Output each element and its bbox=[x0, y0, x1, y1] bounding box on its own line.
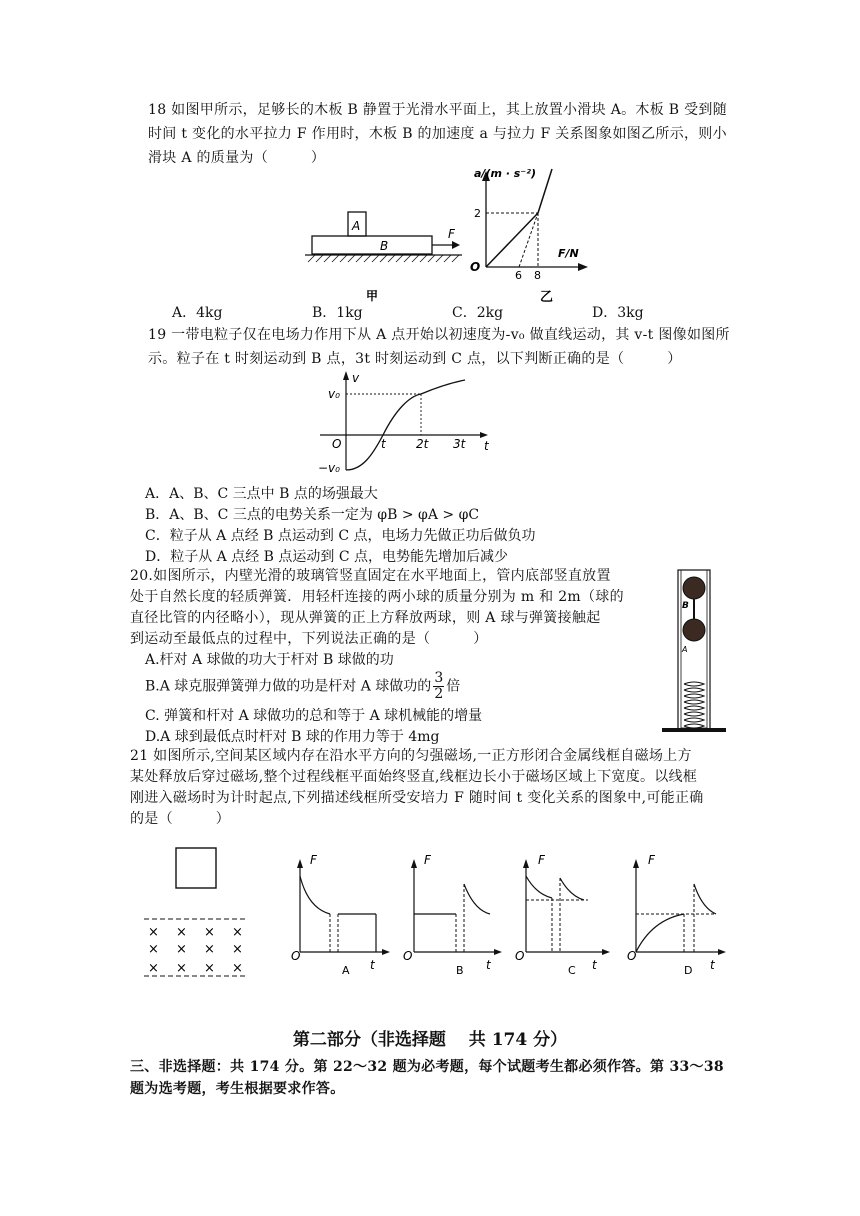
graph-a-x-label: t bbox=[370, 958, 375, 972]
q18-option-c[interactable]: C．2kg bbox=[452, 305, 504, 321]
q20-line-3: 直径比管的内径略小），现从弹簧的正上方释放两球，则 A 球与弹簧接触起 bbox=[130, 610, 601, 626]
q18-option-b[interactable]: B．1kg bbox=[312, 305, 363, 321]
tick-f-6: 6 bbox=[515, 269, 522, 282]
vt-curve bbox=[346, 380, 465, 470]
graph-d-x-label: t bbox=[710, 958, 715, 972]
q18-line-2: 时间 t 变化的水平拉力 F 作用时，木板 B 的加速度 a 与拉力 F 关系图象如图乙所示，则小 bbox=[148, 126, 727, 142]
graph-line-high bbox=[538, 169, 552, 213]
q19-option-b[interactable]: B．A、B、C 三点的电势关系一定为 φB > φA > φC bbox=[145, 507, 480, 523]
ball-a bbox=[683, 619, 705, 641]
q21-graph-b bbox=[400, 848, 510, 988]
t-axis-label: t bbox=[484, 439, 489, 453]
q20-line-4: 到运动至最低点的过程中，下列说法正确的是（ ） bbox=[130, 631, 488, 647]
part-two-instruction-2: 题为选考题，考生根据要求作答。 bbox=[130, 1081, 345, 1097]
tick-f-8: 8 bbox=[534, 269, 541, 282]
neg-v0-label: −v₀ bbox=[318, 461, 340, 475]
ball-b-label: B bbox=[682, 601, 689, 611]
force-arrow bbox=[452, 241, 460, 249]
q20-option-d[interactable]: D.A 球到最低点时杆对 B 球的作用力等于 4mg bbox=[145, 729, 440, 745]
board-b-label: B bbox=[380, 239, 389, 253]
a-axis-label: a/(m · s⁻²) bbox=[474, 167, 536, 180]
q19-line-1: 19 一带电粒子仅在电场力作用下从 A 点开始以初速度为-v₀ 做直线运动，其 v-t 图像如图所 bbox=[148, 327, 730, 343]
graph-b-y-label: F bbox=[424, 853, 431, 867]
q18-option-a[interactable]: A．4kg bbox=[172, 305, 223, 321]
graph-line-low bbox=[486, 213, 538, 267]
tick-a-2: 2 bbox=[474, 207, 481, 220]
part-two-title: 第二部分（非选择题 共 174 分） bbox=[292, 1030, 568, 1050]
graph-b-caption[interactable]: B bbox=[456, 964, 464, 977]
q20-tube-figure bbox=[658, 566, 728, 736]
graph-d-y-label: F bbox=[648, 853, 655, 867]
svg-text:×: × bbox=[204, 961, 215, 976]
tick-3t: 3t bbox=[453, 437, 466, 451]
svg-text:×: × bbox=[204, 925, 215, 940]
svg-text:×: × bbox=[176, 942, 187, 957]
q21-line-1: 21 如图所示,空间某区域内存在沿水平方向的匀强磁场,一正方形闭合金属线框自磁场上方 bbox=[130, 748, 692, 764]
q18-figure-yi bbox=[462, 165, 602, 305]
graph-c-caption[interactable]: C bbox=[568, 964, 576, 977]
q19-vt-graph bbox=[310, 366, 500, 478]
q19-option-c[interactable]: C．粒子从 A 点经 B 点运动到 C 点，电场力先做正功后做负功 bbox=[145, 528, 536, 544]
q21-line-2: 某处释放后穿过磁场,整个过程线框平面始终竖直,线框边长小于磁场区域上下宽度。以线框 bbox=[130, 769, 698, 785]
magnetic-field-marks bbox=[148, 925, 243, 976]
graph-a-origin: O bbox=[291, 949, 301, 963]
tick-2t: 2t bbox=[416, 437, 429, 451]
q18-figure-jia bbox=[300, 200, 470, 305]
force-label: F bbox=[448, 227, 455, 241]
svg-text:×: × bbox=[148, 942, 159, 957]
svg-text:×: × bbox=[176, 925, 187, 940]
figure-jia-caption: 甲 bbox=[366, 289, 379, 303]
svg-text:×: × bbox=[148, 925, 159, 940]
q18-line-1: 18 如图甲所示，足够长的木板 B 静置于光滑水平面上，其上放置小滑块 A。木板 B 受到随 bbox=[148, 102, 727, 118]
t-axis-arrow bbox=[480, 432, 488, 438]
q19-line-2: 示。粒子在 t 时刻运动到 B 点，3t 时刻运动到 C 点，以下判断正确的是（ ） bbox=[148, 351, 682, 367]
tick-t: t bbox=[381, 437, 386, 451]
q20-line-1: 20.如图所示，内壁光滑的玻璃管竖直固定在水平地面上，管内底部竖直放置 bbox=[130, 568, 611, 584]
svg-text:×: × bbox=[232, 925, 243, 940]
q21-graph-c bbox=[512, 848, 622, 988]
ball-b bbox=[683, 577, 705, 599]
ball-a-label: A bbox=[682, 645, 688, 654]
graph-a-y-label: F bbox=[310, 853, 317, 867]
q21-field-figure bbox=[140, 840, 260, 980]
q21-graph-a bbox=[288, 848, 398, 988]
spring bbox=[684, 682, 704, 728]
q20-line-2: 处于自然长度的轻质弹簧．用轻杆连接的两小球的质量分别为 m 和 2m（球的 bbox=[130, 589, 624, 605]
svg-text:×: × bbox=[232, 942, 243, 957]
q21-graph-d bbox=[624, 848, 734, 988]
origin-label: O bbox=[470, 260, 481, 274]
q19-option-d[interactable]: D．粒子从 A 点经 B 点运动到 C 点，电势能先增加后减少 bbox=[145, 549, 509, 565]
q21-line-3: 刚进入磁场时为计时起点,下列描述线框所受安培力 F 随时间 t 变化关系的图象中,可能正确 bbox=[130, 790, 704, 806]
graph-a-caption[interactable]: A bbox=[342, 964, 350, 977]
figure-yi-caption: 乙 bbox=[540, 290, 554, 305]
three-halves-fraction: $\frac{3}{2}$ bbox=[434, 670, 444, 702]
q20-option-c[interactable]: C. 弹簧和杆对 A 球做功的总和等于 A 球机械能的增量 bbox=[145, 708, 483, 724]
svg-text:×: × bbox=[176, 961, 187, 976]
q21-line-4: 的是（ ） bbox=[130, 811, 231, 827]
q20-option-b-text: B.A 球克服弹簧弹力做的功是杆对 A 球做功的 bbox=[145, 678, 432, 695]
ground-hatch bbox=[308, 255, 459, 262]
graph-d-origin: O bbox=[627, 949, 637, 963]
svg-text:×: × bbox=[148, 961, 159, 976]
graph-d-caption[interactable]: D bbox=[684, 964, 693, 977]
vt-origin-label: O bbox=[332, 437, 342, 451]
graph-c-origin: O bbox=[515, 949, 525, 963]
v-axis-label: v bbox=[352, 371, 360, 385]
q20-option-b[interactable] bbox=[145, 671, 460, 702]
f-axis-label: F/N bbox=[558, 247, 579, 260]
graph-c-x-label: t bbox=[592, 958, 597, 972]
v0-label: v₀ bbox=[328, 387, 340, 401]
f-axis-arrow bbox=[578, 263, 588, 271]
ground-base bbox=[662, 728, 726, 732]
graph-b-x-label: t bbox=[486, 958, 491, 972]
part-two-instruction-1: 三、非选择题：共 174 分。第 22～32 题为必考题，每个试题考生都必须作答。第 33～38 bbox=[130, 1059, 724, 1075]
square-loop bbox=[176, 848, 216, 888]
q18-line-3: 滑块 A 的质量为（ ） bbox=[148, 150, 326, 166]
graph-b-origin: O bbox=[403, 949, 413, 963]
block-a-label: A bbox=[352, 219, 361, 233]
q20-option-b-suffix: 倍 bbox=[446, 678, 461, 695]
svg-text:×: × bbox=[232, 961, 243, 976]
q19-option-a[interactable]: A．A、B、C 三点中 B 点的场强最大 bbox=[145, 486, 378, 502]
v-axis-arrow bbox=[343, 371, 349, 380]
q20-option-a[interactable]: A.杆对 A 球做的功大于杆对 B 球做的功 bbox=[145, 652, 394, 668]
graph-c-y-label: F bbox=[538, 853, 545, 867]
q18-option-d[interactable]: D．3kg bbox=[592, 305, 644, 321]
svg-text:×: × bbox=[204, 942, 215, 957]
board-b bbox=[312, 236, 432, 254]
